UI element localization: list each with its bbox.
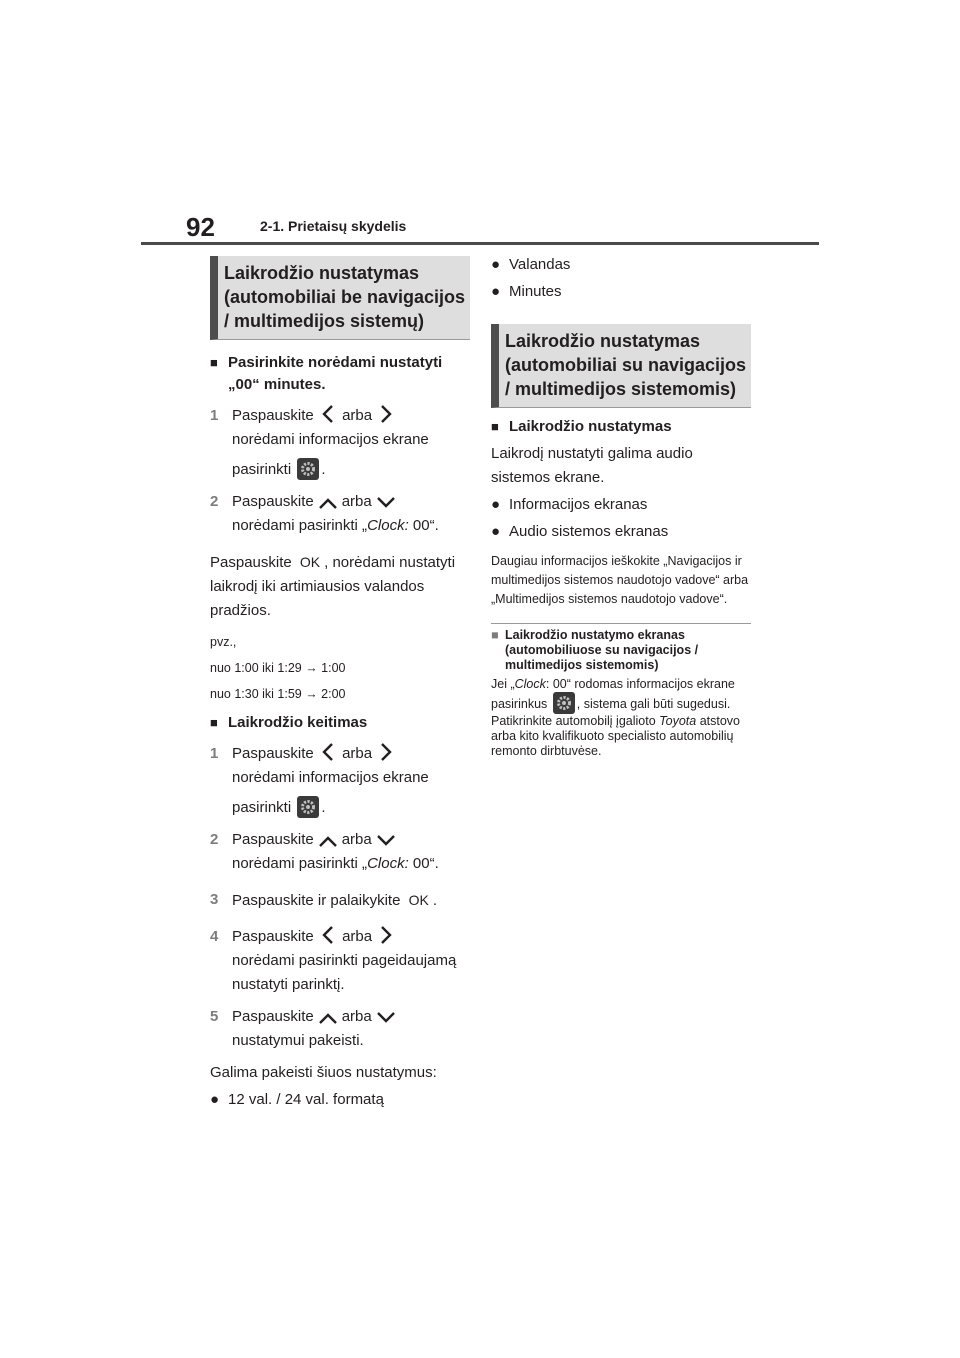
subheading-text: Laikrodžio keitimas	[228, 714, 368, 731]
square-bullet-icon: ■	[210, 355, 218, 370]
step-text-part: .	[432, 892, 437, 909]
example-label: pvz.,	[210, 635, 237, 649]
heading-box-with-navigation	[491, 324, 751, 408]
step-text	[232, 742, 470, 820]
step-text-part: arba	[341, 831, 372, 848]
heading-line: Laikrodžio nustatymas	[224, 263, 420, 283]
list-item	[491, 280, 751, 304]
step-text-part: Paspauskite	[232, 831, 314, 848]
chevron-left-icon	[322, 925, 334, 945]
step-number: 1	[210, 407, 219, 424]
note-divider	[491, 623, 751, 624]
step-text-part: Paspauskite	[232, 745, 314, 762]
subheading-change-clock	[210, 712, 470, 734]
chevron-left-icon	[322, 404, 334, 424]
step-3	[210, 888, 470, 913]
note-title-text: Laikrodžio nustatymo ekranas (automobiliuose su navigacijos / multimedijos sistemomis)	[505, 628, 699, 672]
clock-label: Clock	[514, 677, 546, 691]
subheading-clock-setting	[491, 416, 751, 438]
step-text-part: pasirinkti	[232, 461, 292, 478]
step-number: 1	[210, 745, 219, 762]
gear-icon	[297, 458, 319, 480]
step-text-part: arba	[342, 407, 373, 424]
step-5	[210, 1005, 470, 1053]
step-text	[232, 490, 470, 538]
section-title: 2-1. Prietaisų skydelis	[260, 218, 407, 234]
bullet-icon: ●	[491, 523, 501, 540]
step-4	[210, 925, 470, 997]
heading-line: / multimedijos sistemomis)	[505, 379, 737, 399]
chevron-right-icon	[380, 404, 392, 424]
step-text-part: Paspauskite ir palaikykite	[232, 892, 401, 909]
step-2	[210, 828, 470, 876]
step-number: 2	[210, 493, 219, 510]
list-item-text: Valandas	[509, 256, 571, 273]
subheading-text: Laikrodžio nustatymas	[509, 418, 672, 435]
list-item-text: Informacijos ekranas	[509, 496, 648, 513]
step-text-part: arba	[341, 493, 372, 510]
page-number: 92	[186, 212, 215, 242]
list-item-text: Audio sistemos ekranas	[509, 523, 669, 540]
step-text-part: nustatymui pakeisti.	[232, 1032, 364, 1049]
step-text-part: Paspauskite	[232, 407, 314, 424]
ok-button-label: OK	[408, 892, 429, 908]
step-text-part: arba	[342, 928, 373, 945]
step-number: 5	[210, 1008, 219, 1025]
list-item	[491, 253, 751, 277]
list-item-text: Minutes	[509, 283, 562, 300]
list-item	[491, 520, 751, 544]
paragraph-ok	[210, 550, 470, 623]
step-number: 2	[210, 831, 219, 848]
list-item	[491, 493, 751, 517]
chevron-up-icon	[318, 1011, 338, 1025]
step-text-part: 00“.	[408, 517, 439, 534]
header-rule	[141, 242, 819, 245]
bullet-icon: ●	[210, 1091, 220, 1108]
note-text-part: atstovo arba kito kvalifikuoto specialisto automobilių remonto dirbtuvėse.	[491, 714, 741, 758]
bullet-icon: ●	[491, 256, 501, 273]
chevron-left-icon	[322, 742, 334, 762]
list-item-text: 12 val. / 24 val. formatą	[228, 1091, 384, 1108]
text-part: , norėdami nustatyti laikrodį iki artimiausios valandos pradžios.	[210, 554, 456, 619]
left-column	[210, 256, 470, 1112]
square-bullet-icon: ■	[210, 715, 218, 730]
step-text	[232, 1005, 470, 1053]
step-text-part: pasirinkti	[232, 799, 292, 816]
note-text-part: , sistema gali būti sugedusi. Patikrinkite automobilį įgalioto	[491, 697, 731, 728]
step-text-part: norėdami pasirinkti „	[232, 517, 368, 534]
chevron-down-icon	[376, 834, 396, 848]
heading-line: Laikrodžio nustatymas	[505, 331, 701, 351]
text-part: Paspauskite	[210, 554, 292, 571]
step-text-part: norėdami pasirinkti „	[232, 855, 368, 872]
step-text-part: .	[321, 799, 326, 816]
heading-line: (automobiliai su navigacijos	[505, 355, 747, 375]
paragraph: Laikrodį nustatyti galima audio sistemos ekrane.	[491, 445, 693, 486]
step-text	[232, 828, 470, 876]
bullet-icon: ●	[491, 283, 501, 300]
subheading-text: Pasirinkite norėdami nustatyti „00“ minutes.	[228, 354, 443, 393]
step-text-part: Paspauskite	[232, 928, 314, 945]
step-text-part: arba	[342, 745, 373, 762]
ok-button-label: OK	[299, 554, 321, 570]
step-number: 4	[210, 928, 219, 945]
reference-note: Daugiau informacijos ieškokite „Navigacijos ir multimedijos sistemos naudotojo vadove“ arba „Multimedijos sistemos naudotojo vadove“.	[491, 554, 749, 606]
heading-line: (automobiliai be navigacijos	[224, 287, 466, 307]
step-text	[232, 925, 470, 997]
brand-name: Toyota	[659, 714, 697, 728]
step-number: 3	[210, 891, 219, 908]
step-text-part: arba	[341, 1008, 372, 1025]
chevron-down-icon	[376, 496, 396, 510]
example-line: nuo 1:00 iki 1:29 → 1:00	[210, 661, 346, 675]
step-text-part: Paspauskite	[232, 493, 314, 510]
step-2	[210, 490, 470, 538]
list-item	[210, 1088, 470, 1112]
chevron-right-icon	[380, 742, 392, 762]
change-intro: Galima pakeisti šiuos nustatymus:	[210, 1064, 437, 1081]
right-column	[491, 253, 751, 759]
heading-line: / multimedijos sistemų)	[224, 311, 425, 331]
step-text-part: norėdami pasirinkti pageidaujamą nustatyti parinktį.	[232, 952, 457, 993]
step-text-part: 00“.	[408, 855, 439, 872]
step-text	[232, 888, 470, 913]
note-text-part: : 00“ rodomas informacijos ekrane pasirinkus	[491, 677, 735, 711]
step-text-part: Paspauskite	[232, 1008, 314, 1025]
gear-icon	[297, 796, 319, 818]
subheading-set-minutes	[210, 352, 470, 396]
square-bullet-icon: ■	[491, 419, 499, 434]
heading-box-no-navigation	[210, 256, 470, 340]
chevron-up-icon	[318, 834, 338, 848]
step-text-part: norėdami informacijos ekrane	[232, 769, 429, 786]
step-text	[232, 404, 470, 482]
chevron-up-icon	[318, 496, 338, 510]
bullet-icon: ●	[491, 496, 501, 513]
step-text-part: .	[321, 461, 326, 478]
step-text-part: norėdami informacijos ekrane	[232, 431, 429, 448]
chevron-down-icon	[376, 1011, 396, 1025]
example-line: nuo 1:30 iki 1:59 → 2:00	[210, 687, 346, 701]
note-title	[491, 628, 751, 673]
clock-label: Clock:	[367, 517, 409, 534]
step-1	[210, 404, 470, 482]
note-text	[491, 677, 751, 759]
clock-label: Clock:	[367, 855, 409, 872]
step-1	[210, 742, 470, 820]
square-bullet-icon: ■	[491, 628, 499, 642]
note-text-part: Jei „	[491, 677, 515, 691]
gear-icon	[553, 692, 575, 714]
chevron-right-icon	[380, 925, 392, 945]
